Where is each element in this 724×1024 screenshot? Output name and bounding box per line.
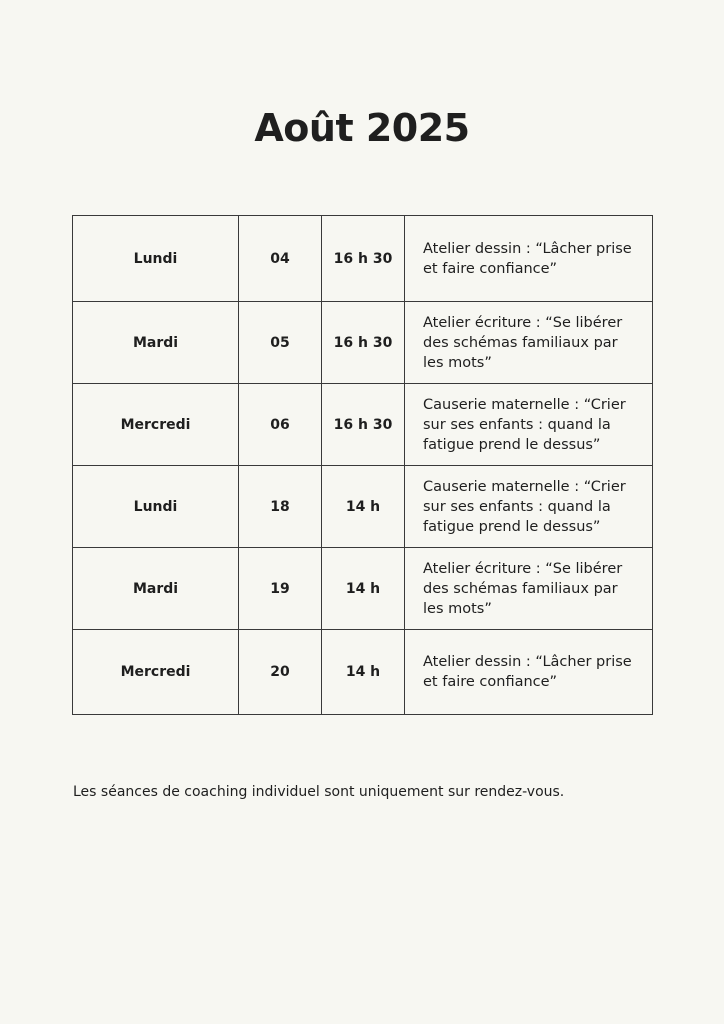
- time-cell: 14 h: [322, 630, 405, 715]
- description-cell: Atelier écriture : “Se libérer des schémas familiaux par les mots”: [405, 548, 653, 630]
- table-row: [73, 548, 653, 630]
- description-cell: Atelier écriture : “Se libérer des schémas familiaux par les mots”: [405, 302, 653, 384]
- description-cell: Atelier dessin : “Lâcher prise et faire confiance”: [405, 216, 653, 302]
- description-cell: Causerie maternelle : “Crier sur ses enfants : quand la fatigue prend le dessus”: [405, 466, 653, 548]
- day-cell: Mercredi: [73, 630, 239, 715]
- day-cell: Mardi: [73, 302, 239, 384]
- table-row: [73, 302, 653, 384]
- table-row: [73, 630, 653, 715]
- schedule-table: [72, 215, 653, 715]
- time-cell: 14 h: [322, 466, 405, 548]
- date-cell: 20: [239, 630, 322, 715]
- day-cell: Mardi: [73, 548, 239, 630]
- time-cell: 16 h 30: [322, 384, 405, 466]
- page-title: Août 2025: [254, 106, 470, 150]
- time-cell: 16 h 30: [322, 302, 405, 384]
- description-cell: Atelier dessin : “Lâcher prise et faire confiance”: [405, 630, 653, 715]
- table-row: [73, 466, 653, 548]
- description-cell: Causerie maternelle : “Crier sur ses enfants : quand la fatigue prend le dessus”: [405, 384, 653, 466]
- table-row: [73, 216, 653, 302]
- table-row: [73, 384, 653, 466]
- day-cell: Mercredi: [73, 384, 239, 466]
- date-cell: 18: [239, 466, 322, 548]
- date-cell: 05: [239, 302, 322, 384]
- date-cell: 06: [239, 384, 322, 466]
- day-cell: Lundi: [73, 216, 239, 302]
- time-cell: 14 h: [322, 548, 405, 630]
- footer-note: Les séances de coaching individuel sont uniquement sur rendez-vous.: [73, 784, 565, 800]
- day-cell: Lundi: [73, 466, 239, 548]
- time-cell: 16 h 30: [322, 216, 405, 302]
- date-cell: 19: [239, 548, 322, 630]
- date-cell: 04: [239, 216, 322, 302]
